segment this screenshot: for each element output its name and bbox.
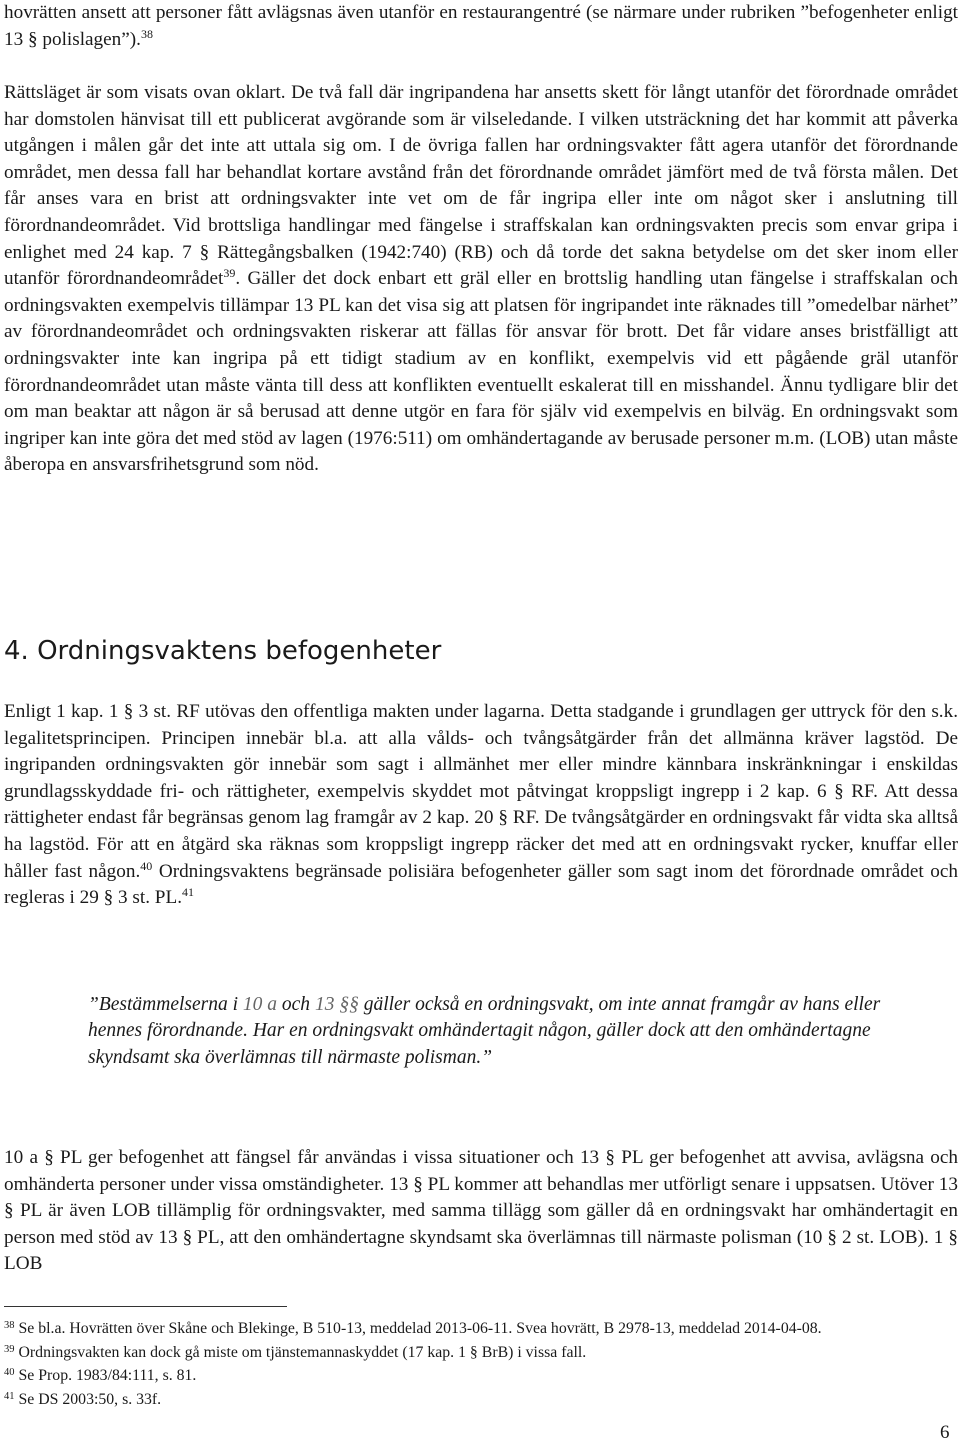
footnote-39: [4, 1340, 944, 1364]
section-heading: 4. Ordningsvaktens befogenheter: [4, 636, 442, 666]
footnote-ref-38[interactable]: 38: [140, 26, 153, 41]
quote-part-2: och: [277, 994, 315, 1015]
footnote-number: 40: [4, 1367, 15, 1379]
paragraph-befogenheter: [4, 1145, 958, 1278]
page-number: 6: [940, 1422, 950, 1443]
footnote-text: Se Prop. 1983/84:111, s. 81.: [18, 1367, 197, 1385]
paragraph-1-text: hovrätten ansett att personer fått avlägsnas även utanför en restaurangentré (se närmare under rubriken ”befogenheter enligt 13 § polislagen”).: [4, 2, 958, 50]
footnote-ref-41[interactable]: 41: [182, 885, 194, 900]
footnotes: [4, 1316, 944, 1410]
quote-link-13[interactable]: 13 §§: [314, 994, 359, 1015]
footnote-ref-40[interactable]: 40: [140, 858, 153, 873]
footnote-41: [4, 1387, 944, 1411]
paragraph-legality-principle: [4, 699, 958, 912]
paragraph-3-text-a: Enligt 1 kap. 1 § 3 st. RF utövas den offentliga makten under lagarna. Detta stadgande i grundlagen ger uttryck för den s.k. legalitetsprincipen. Principen innebär bl.a. att alla vålds- och tvångsåtgärder från det allmänna kräver lagstöd. De ingripanden ordningsvakten gör innebär som sagt i allmänhet mer eller mindre kännbara inskränkningar i enskildas grundlagsskyddade fri- och rättigheter, exempelvis skyddet mot påtvingat kroppsligt ingrepp i 2 kap. 6 § RF. Att dessa rättigheter endast får begränsas genom lag framgår av 2 kap. 20 § RF. De tvångsåtgärder en ordningsvakt får vidta ska alltså ha lagstöd. För att en åtgärd ska räknas som kroppsligt ingrepp räcker det med att en ordningsvakt rycker, knuffar eller håller fast någon.: [4, 701, 958, 882]
block-quote: [88, 992, 888, 1071]
paragraph-continued: [4, 0, 958, 53]
footnote-38: [4, 1316, 944, 1340]
paragraph-3-text-b: Ordningsvaktens begränsade polisiära befogenheter gäller som sagt inom det förordnade området och regleras i 29 § 3 st. PL.: [4, 860, 958, 909]
footnote-number: 38: [4, 1320, 15, 1331]
footnote-text: Se DS 2003:50, s. 33f.: [18, 1390, 162, 1408]
footnote-text: Se bl.a. Hovrätten över Skåne och Blekinge, B 510-13, meddelad 2013-06-11. Svea hovrätt, B 2978-13, meddelad 2014-04-08.: [18, 1320, 822, 1337]
paragraph-2-text-a: Rättsläget är som visats ovan oklart. De två fall där ingripandena har ansetts skett för långt utanför det förordnade området har domstolen hänvisat till ett publicerat avgörande som är vilseledande. I vilken utsträckning det har kommit att påverka utgången i målen går det inte att uttala sig om. I de övriga fallen har ordningsvakter fått agera utanför det förordnande området, men dessa fall har behandlat kortare avstånd från det förordnande området jämfört med de två första målen. Det får anses vara en brist att ordningsvakter inte vet om de får ingripa eller inte om något sker i anslutning till förordnandeområdet. Vid brottsliga handlingar med fängelse i straffskalan kan ordningsvakten precis som envar gripa i enlighet med 24 kap. 7 § Rättegångsbalken (1942:740) (RB) och då torde det sakna betydelse om det sker inom eller utanför förordnandeområdet: [4, 82, 958, 290]
footnote-ref-39[interactable]: 39: [223, 266, 236, 281]
quote-link-10a[interactable]: 10 a: [242, 994, 278, 1015]
footnote-number: 41: [4, 1390, 15, 1402]
paragraph-legal-uncertainty: [4, 80, 958, 479]
quote-part-1: ”Bestämmelserna i: [88, 994, 243, 1015]
footnote-40: [4, 1363, 944, 1387]
quote-part-3: gäller också en ordningsvakt, om inte annat framgår av hans eller hennes förordnande. Har en ordningsvakt omhändertagit någon, gäller dock att den omhändertagne skyndsamt ska överlämnas till närmaste polisman.”: [88, 994, 881, 1068]
paragraph-4-text: 10 a § PL ger befogenhet att fängsel får användas i vissa situationer och 13 § PL ger befogenhet att avvisa, avlägsna och omhänderta personer under vissa omständigheter. 13 § PL kommer att behandlas mer utförligt senare i uppsatsen. Utöver 13 § PL är även LOB tillämplig för ordningsvakter, med samma tillägg som gäller då en ordningsvakt har omhändertagit en person med stöd av 13 § PL, att den omhändertagne skyndsamt ska överlämnas till närmaste polisman (10 § 2 st. LOB). 1 § LOB: [4, 1147, 958, 1275]
footnote-number: 39: [4, 1343, 15, 1355]
footnote-text: Ordningsvakten kan dock gå miste om tjänstemannaskyddet (17 kap. 1 § BrB) i vissa fall.: [18, 1343, 587, 1361]
paragraph-2-text-b: . Gäller det dock enbart ett gräl eller en brottslig handling utan fängelse i straffskalan och ordningsvakten exempelvis tillämpar 13 PL kan det visa sig att platsen för ingripandet inte räknades till ”omedelbar närhet” av förordnandeområdet och ordningsvakten riskerar att fällas för ansvar för brott. Det får vidare anses bristfälligt att ordningsvakter inte kan ingripa på ett tidigt stadium av en konflikt, exempelvis vid ett pågående gräl utanför förordnandeområdet utan måste vänta till dess att konflikten eventuellt eskalerat till en misshandel. Ännu tydligare blir det om man beaktar att någon är så berusad att denne utgör en fara för själv vid exempelvis en bilväg. En ordningsvakt som ingriper kan inte göra det med stöd av lagen (1976:511) om omhändertagande av berusade personer m.m. (LOB) utan måste åberopa en ansvarsfrihetsgrund som nöd.: [4, 268, 958, 476]
footnote-divider: [4, 1306, 287, 1307]
